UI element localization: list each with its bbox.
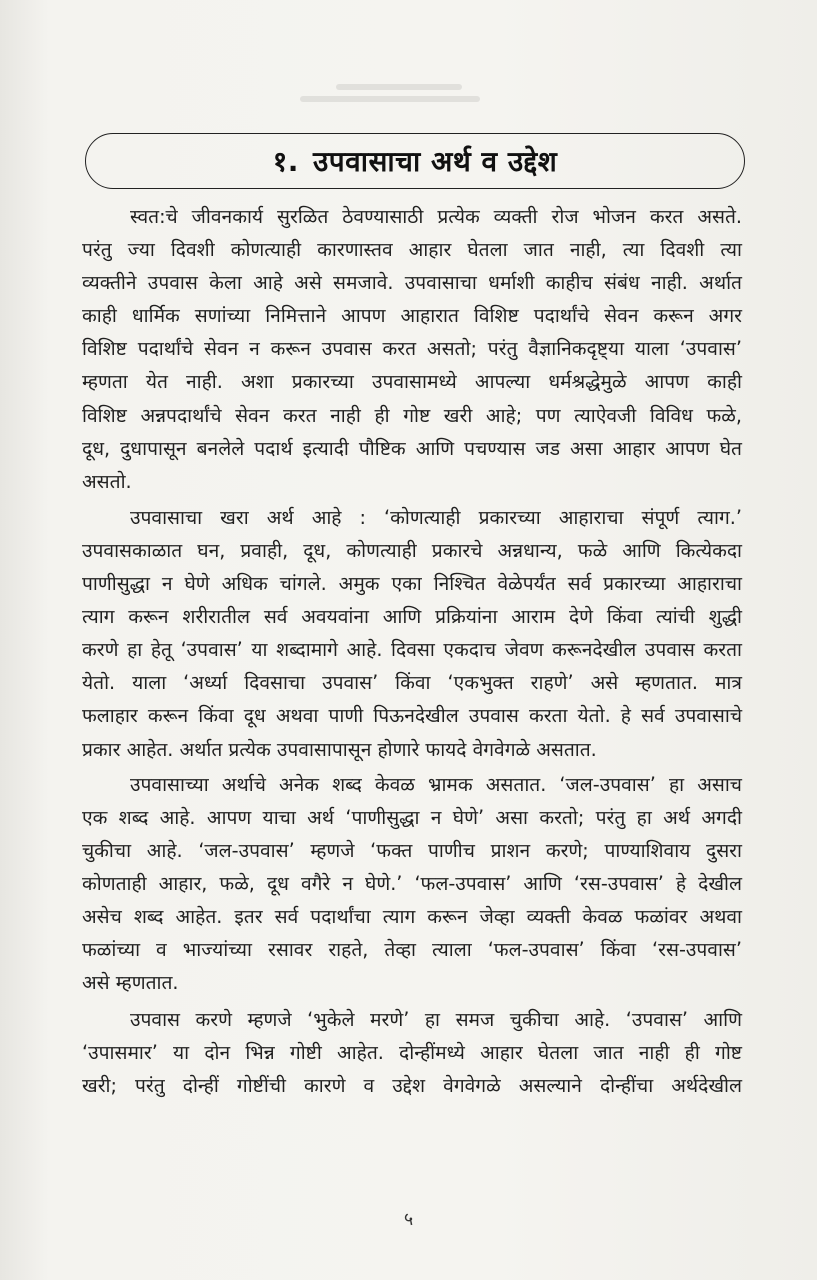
text-line: परंतु ज्या दिवशी कोणत्याही कारणास्तव आहार घेतला जात नाही, त्या दिवशी त्या: [82, 238, 742, 262]
text-line: उपवास करणे म्हणजे ‘भुकेले मरणे’ हा समज चुकीचा आहे. ‘उपवास’ आणि: [130, 1008, 742, 1032]
text-line: ‘उपासमार’ या दोन भिन्न गोष्टी आहेत. दोन्हींमध्ये आहार घेतला जात नाही ही गोष्ट: [82, 1041, 742, 1065]
paragraph-4: [82, 1003, 742, 1102]
text-line: व्यक्तीने उपवास केला आहे असे समजावे. उपवासाचा धर्माशी काहीच संबंध नाही. अर्थात: [82, 271, 742, 295]
text-line: म्हणता येत नाही. अशा प्रकारच्या उपवासामध्ये आपल्या धर्मश्रद्धेमुळे आपण काही: [82, 370, 742, 394]
text-line: फलाहार करून किंवा दूध अथवा पाणी पिऊनदेखील उपवास करता येतो. हे सर्व उपवासाचे: [82, 704, 742, 728]
text-line: त्याग करून शरीरातील सर्व अवयवांना आणि प्रक्रियांना आराम देणे किंवा त्यांची शुद्धी: [82, 605, 742, 629]
paragraph-1: [82, 200, 742, 498]
text-line: येतो. याला ‘अर्ध्या दिवसाचा उपवास’ किंवा ‘एकभुक्त राहणे’ असे म्हणतात. मात्र: [82, 671, 742, 695]
text-line: असतो.: [82, 469, 132, 493]
chapter-title-text: उपवासाचा अर्थ व उद्देश: [312, 145, 558, 178]
text-line: प्रकार आहेत. अर्थात प्रत्येक उपवासापासून होणारे फायदे वेगवेगळे असतात.: [82, 737, 597, 761]
page-number: ५: [403, 1209, 414, 1230]
text-line: असे म्हणतात.: [82, 971, 179, 995]
chapter-title-frame: [85, 133, 745, 189]
text-line: करणे हा हेतू ‘उपवास’ या शब्दामागे आहे. दिवसा एकदाच जेवण करूनदेखील उपवास करता: [82, 638, 742, 662]
text-line: पाणीसुद्धा न घेणे अधिक चांगले. अमुक एका निश्चित वेळेपर्यंत सर्व प्रकारच्या आहाराचा: [82, 572, 742, 596]
chapter-title: [273, 142, 558, 180]
text-line: दूध, दुधापासून बनलेले पदार्थ इत्यादी पौष्टिक आणि पचण्यास जड असा आहार आपण घेत: [82, 436, 742, 460]
show-through-text: [300, 78, 480, 112]
text-line: चुकीचा आहे. ‘जल-उपवास’ म्हणजे ‘फक्त पाणीच प्राशन करणे; पाण्याशिवाय दुसरा: [82, 838, 742, 862]
text-line: स्वत:चे जीवनकार्य सुरळित ठेवण्यासाठी प्रत्येक व्यक्ती रोज भोजन करत असते.: [130, 205, 742, 228]
text-line: काही धार्मिक सणांच्या निमित्ताने आपण आहारात विशिष्ट पदार्थांचे सेवन करून अगर: [82, 304, 742, 328]
body-text: [82, 200, 742, 1103]
paragraph-2: [82, 501, 742, 766]
text-line: असेच शब्द आहेत. इतर सर्व पदार्थांचा त्याग करून जेव्हा व्यक्ती केवळ फळांवर अथवा: [82, 904, 742, 928]
text-line: विशिष्ट अन्नपदार्थांचे सेवन करत नाही ही गोष्ट खरी आहे; पण त्याऐवजी विविध फळे,: [82, 403, 742, 427]
text-line: कोणताही आहार, फळे, दूध वगैरे न घेणे.’ ‘फल-उपवास’ आणि ‘रस-उपवास’ हे देखील: [82, 871, 742, 895]
text-line: विशिष्ट पदार्थांचे सेवन न करून उपवास करत असतो; परंतु वैज्ञानिकदृष्ट्या याला ‘उपवास’: [82, 337, 742, 361]
text-line: उपवासाचा खरा अर्थ आहे : ‘कोणत्याही प्रकारच्या आहाराचा संपूर्ण त्याग.’: [130, 505, 742, 529]
chapter-number: १.: [272, 145, 299, 178]
paragraph-3: [82, 768, 742, 1000]
text-line: फळांच्या व भाज्यांच्या रसावर राहते, तेव्हा त्याला ‘फल-उपवास’ किंवा ‘रस-उपवास’: [82, 938, 742, 962]
text-line: खरी; परंतु दोन्हीं गोष्टींची कारणे व उद्देश वेगवेगळे असल्याने दोन्हींचा अर्थदेखील: [82, 1074, 742, 1098]
text-line: उपवासकाळात घन, प्रवाही, दूध, कोणत्याही प्रकारचे अन्नधान्य, फळे आणि कित्येकदा: [82, 538, 742, 562]
text-line: उपवासाच्या अर्थाचे अनेक शब्द केवळ भ्रामक असतात. ‘जल-उपवास’ हा असाच: [130, 772, 742, 796]
text-line: एक शब्द आहे. आपण याचा अर्थ ‘पाणीसुद्धा न घेणे’ असा करतो; परंतु हा अर्थ अगदी: [82, 805, 742, 829]
